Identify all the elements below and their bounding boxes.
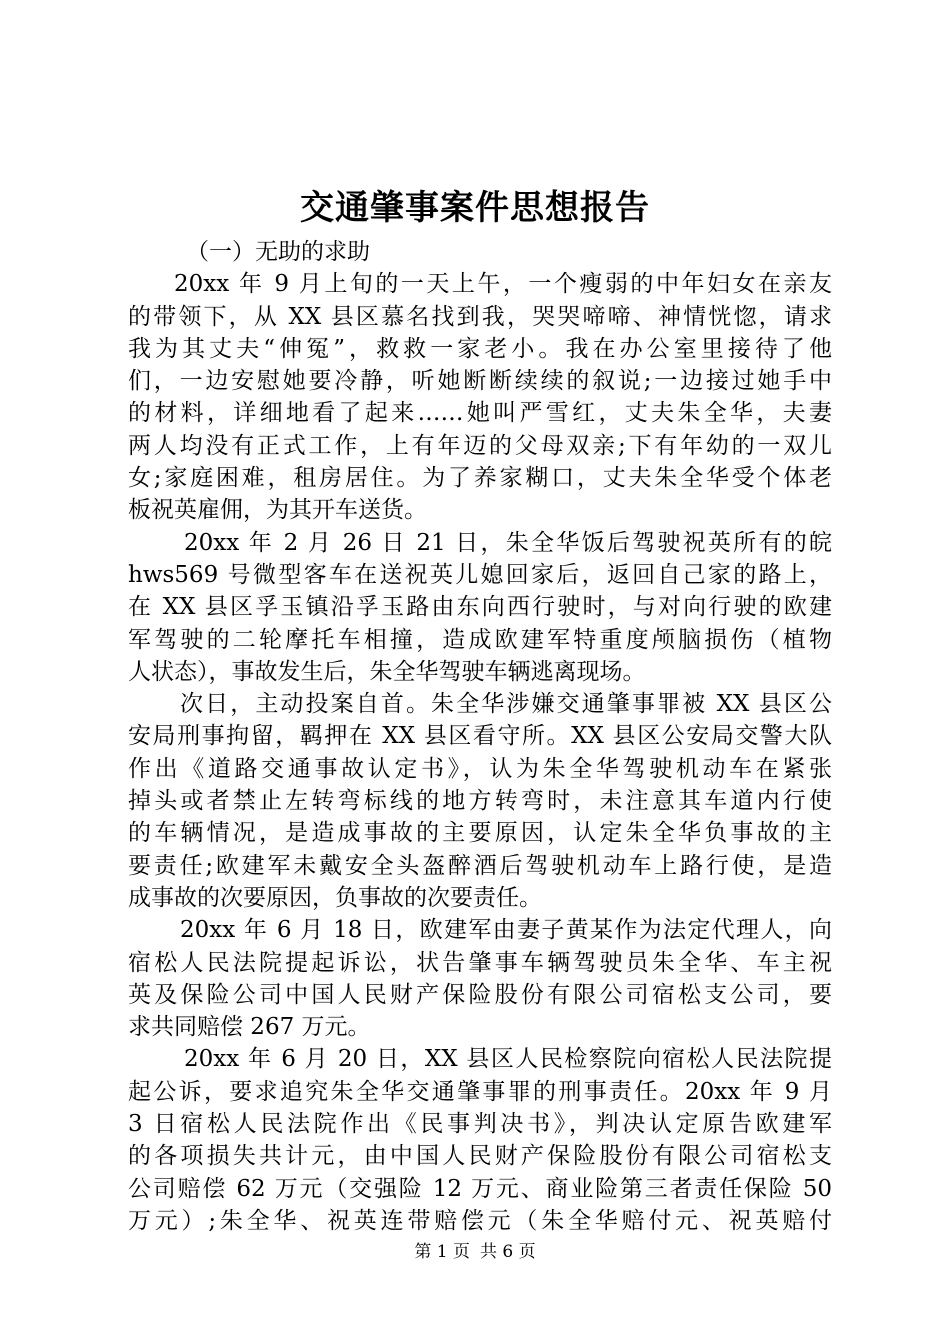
paragraph-line: 人状态），事故发生后，朱全华驾驶车辆逃离现场。 bbox=[128, 658, 646, 685]
page-total: 共 6 页 bbox=[480, 1242, 536, 1262]
paragraph-line: 的带领下，从 XX 县区慕名找到我，哭哭啼啼、神情恍惚，请求 bbox=[128, 303, 832, 330]
paragraph-line: 作出《道路交通事故认定书》，认为朱全华驾驶机动车在紧张 bbox=[128, 755, 832, 782]
page-footer bbox=[0, 1240, 950, 1264]
paragraph-line: 20xx 年 6 月 18 日，欧建军由妻子黄某作为法定代理人，向 bbox=[180, 917, 832, 944]
paragraph-line: 掉头或者禁止左转弯标线的地方转弯时，未注意其车道内行使 bbox=[128, 788, 832, 815]
paragraph-line: 宿松人民法院提起诉讼，状告肇事车辆驾驶员朱全华、车主祝 bbox=[128, 949, 832, 976]
paragraph-line: 次日，主动投案自首。朱全华涉嫌交通肇事罪被 XX 县区公 bbox=[180, 691, 832, 718]
paragraph-line: 们，一边安慰她要冷静，听她断断续续的叙说;一边接过她手中 bbox=[128, 368, 832, 395]
paragraph-line: 求共同赔偿 267 万元。 bbox=[128, 1014, 371, 1041]
paragraph-line: 我为其丈夫“伸冤”，救救一家老小。我在办公室里接待了他 bbox=[128, 335, 832, 362]
paragraph-line: 3 日宿松人民法院作出《民事判决书》，判决认定原告欧建军 bbox=[128, 1111, 832, 1138]
paragraph-line: 20xx 年 6 月 20 日，XX 县区人民检察院向宿松人民法院提 bbox=[184, 1046, 832, 1073]
paragraph-line: 的各项损失共计元，由中国人民财产保险股份有限公司宿松支 bbox=[128, 1143, 832, 1170]
paragraph-line: 两人均没有正式工作，上有年迈的父母双亲;下有年幼的一双儿 bbox=[128, 432, 832, 459]
paragraph-line: 的车辆情况，是造成事故的主要原因，认定朱全华负事故的主 bbox=[128, 820, 832, 847]
paragraph-line: 安局刑事拘留，羁押在 XX 县区看守所。XX 县区公安局交警大队 bbox=[128, 723, 832, 750]
paragraph-line: 要责任;欧建军未戴安全头盔醉酒后驾驶机动车上路行使，是造 bbox=[128, 852, 832, 879]
paragraph-line: 的材料，详细地看了起来……她叫严雪红，丈夫朱全华，夫妻 bbox=[128, 400, 832, 427]
paragraph-line: 公司赔偿 62 万元（交强险 12 万元、商业险第三者责任保险 50 bbox=[128, 1175, 832, 1202]
paragraph-line: 起公诉，要求追究朱全华交通肇事罪的刑事责任。20xx 年 9 月 bbox=[128, 1078, 832, 1105]
paragraph-line: 万元）;朱全华、祝英连带赔偿元（朱全华赔付元、祝英赔付 bbox=[128, 1207, 832, 1234]
page-number: 第 1 页 bbox=[414, 1242, 470, 1262]
paragraph-line: 20xx 年 9 月上旬的一天上午，一个瘦弱的中年妇女在亲友 bbox=[174, 271, 832, 298]
paragraph-line: 英及保险公司中国人民财产保险股份有限公司宿松支公司，要 bbox=[128, 981, 832, 1008]
paragraph-line: 女;家庭困难，租房居住。为了养家糊口，丈夫朱全华受个体老 bbox=[128, 465, 832, 492]
paragraph-line: 20xx 年 2 月 26 日 21 日，朱全华饭后驾驶祝英所有的皖 bbox=[184, 529, 832, 556]
paragraph-line: 军驾驶的二轮摩托车相撞，造成欧建军特重度颅脑损伤（植物 bbox=[128, 626, 832, 653]
paragraph-line: 板祝英雇佣，为其开车送货。 bbox=[128, 497, 427, 524]
document-title: 交通肇事案件思想报告 bbox=[300, 188, 650, 228]
paragraph-line: 在 XX 县区孚玉镇沿孚玉路由东向西行驶时，与对向行驶的欧建 bbox=[128, 594, 832, 621]
section-heading: （一）无助的求助 bbox=[186, 239, 370, 265]
paragraph-line: hws569 号微型客车在送祝英儿媳回家后，返回自己家的路上， bbox=[128, 561, 832, 588]
paragraph-line: 成事故的次要原因，负事故的次要责任。 bbox=[128, 884, 542, 911]
document-body bbox=[128, 236, 832, 1237]
